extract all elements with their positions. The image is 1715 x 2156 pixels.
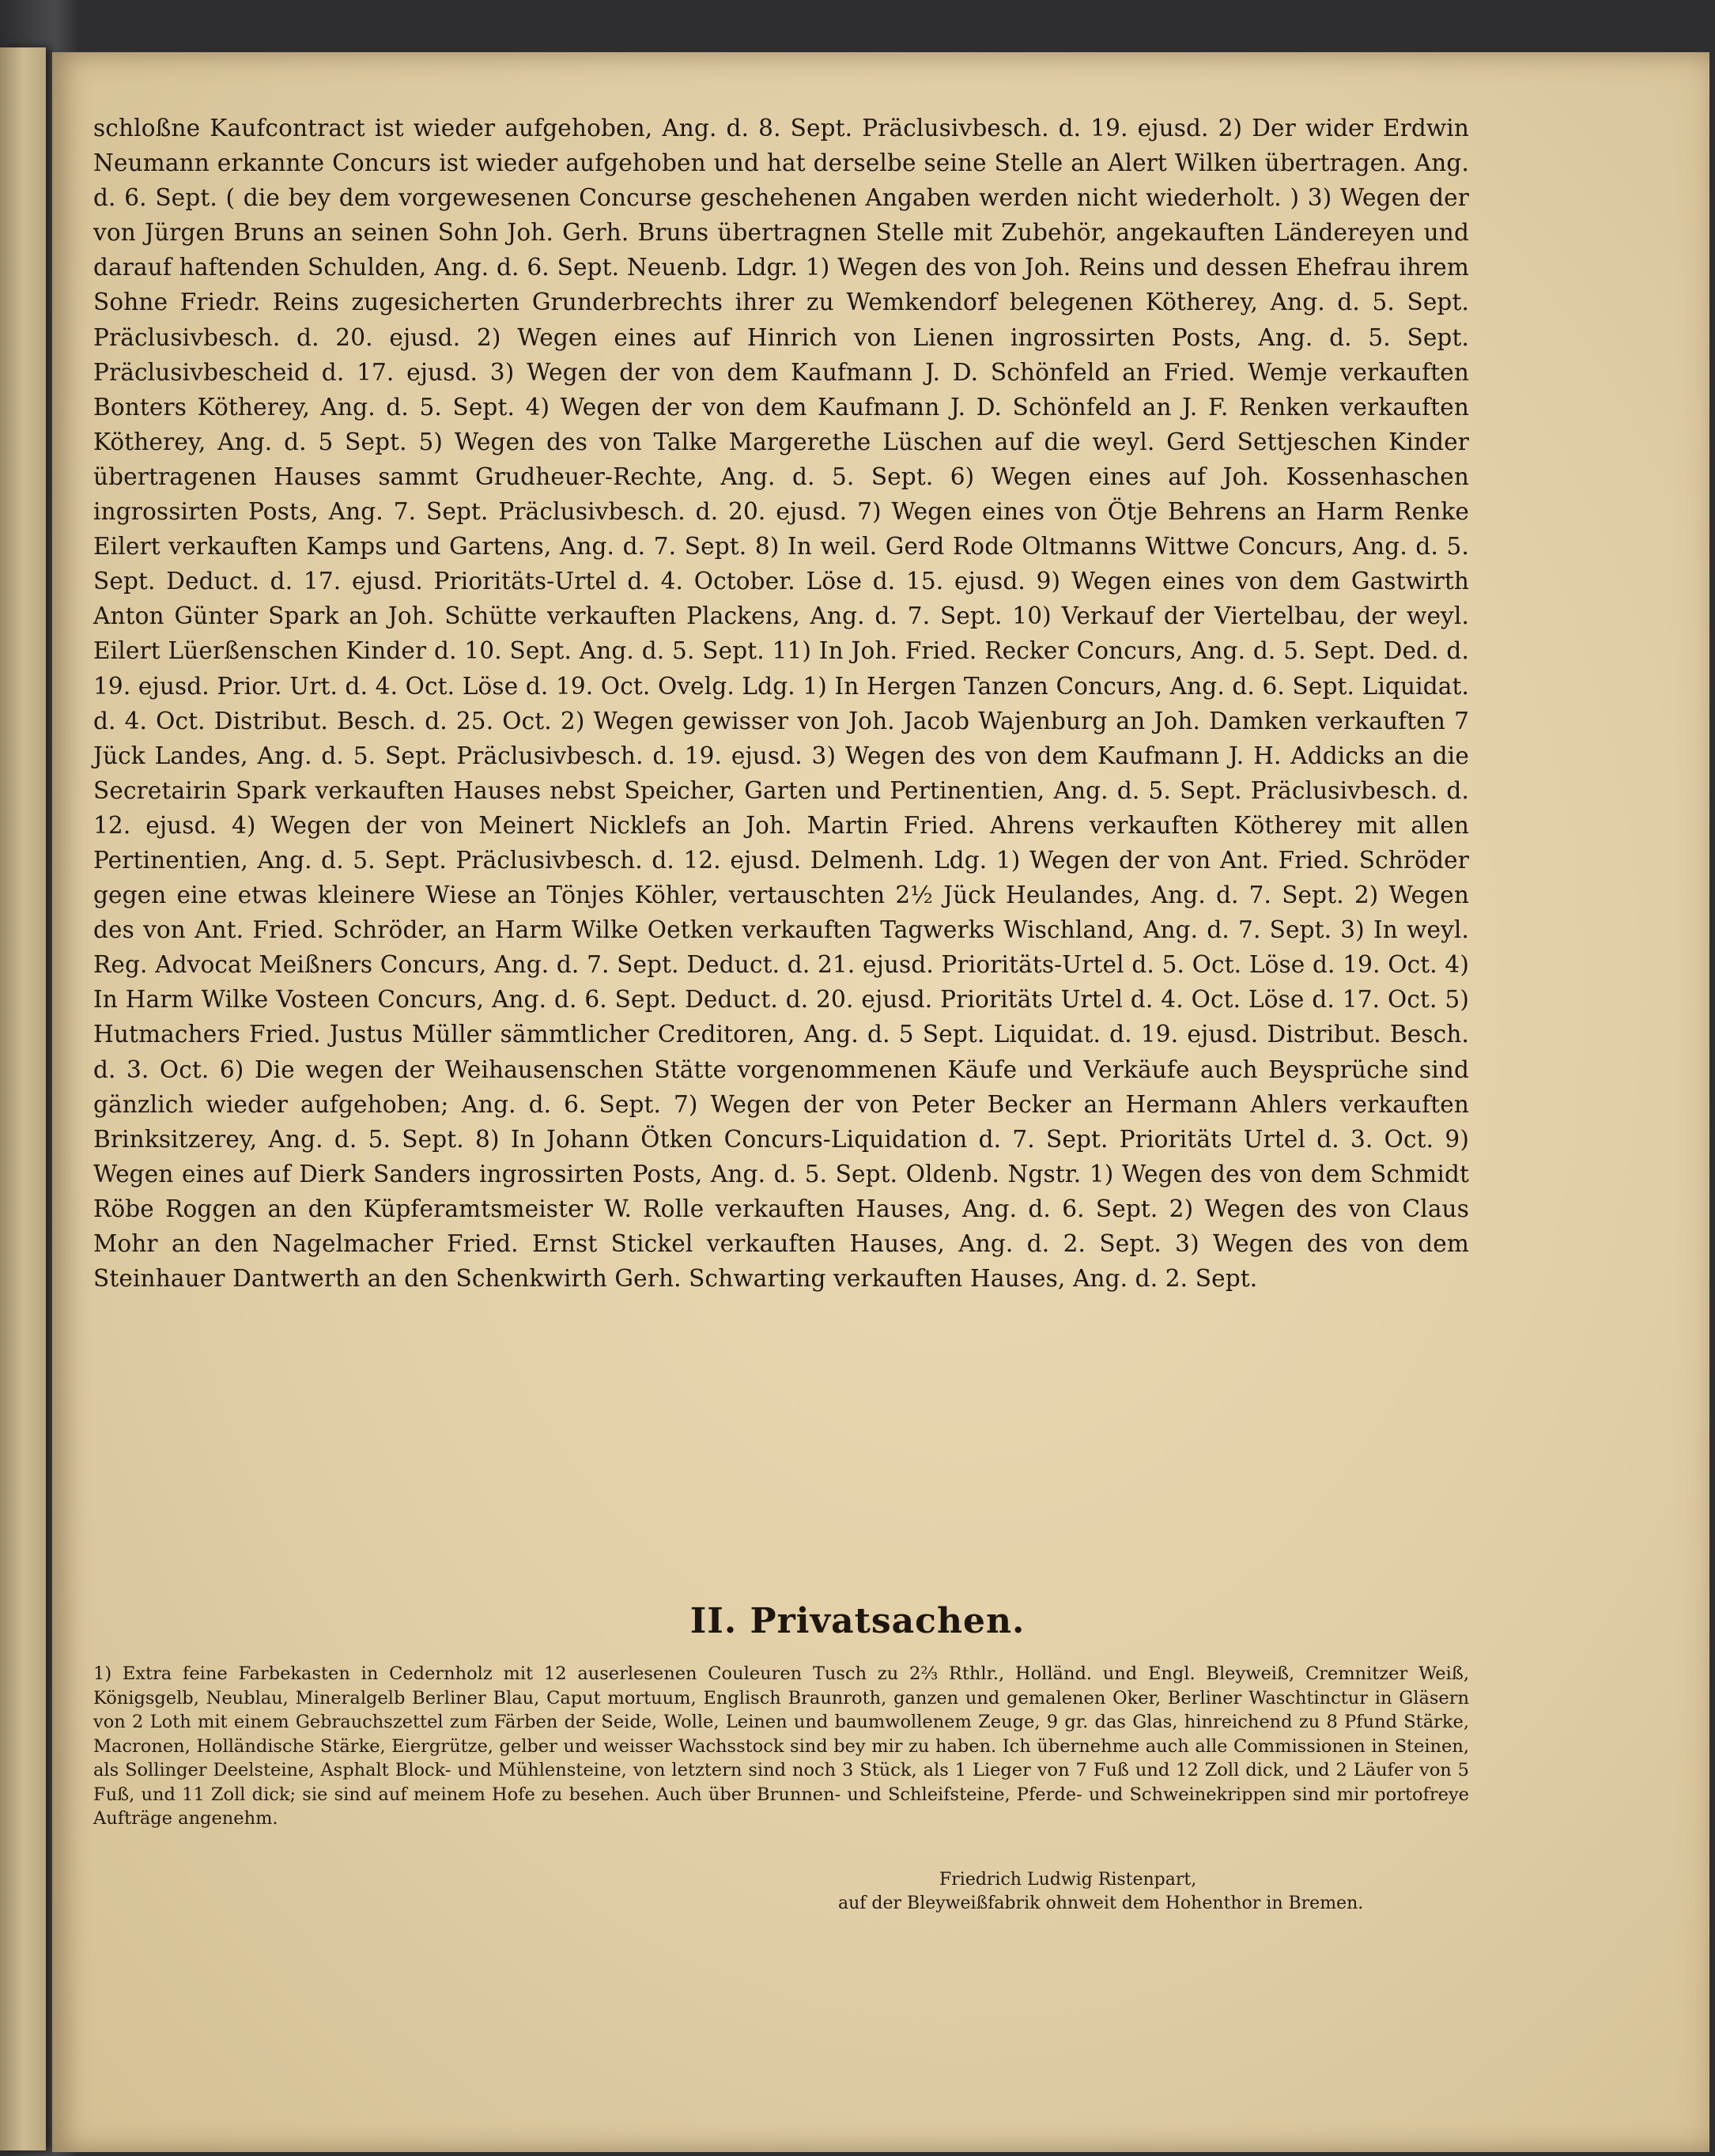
official-notices-text	[93, 111, 1469, 1296]
signature-block	[838, 1868, 1471, 1916]
private-notice	[93, 1662, 1469, 1831]
section-heading: II. Privatsachen.	[689, 1601, 1026, 1641]
signature-name: Friedrich Ludwig Ristenpart,	[939, 1870, 1197, 1890]
private-notice-paragraph: 1) Extra feine Farbekasten in Cedernholz mit 12 auserlesenen Couleuren Tusch zu 2⅔ Rthlr., Holländ. und Engl. Bleyweiß, Cremnitzer Weiß, Königsgelb, Neublau, Mineralgelb Berliner Blau, Caput mortuum, Englisch Braunroth, ganzen und gemalenen Oker, Berliner Waschtinctur in Gläsern von 2 Loth mit einem Gebrauchszettel zum Färben der Seide, Wolle, Leinen und baumwollenem Zeuge, 9 gr. das Glas, hinreichend zu 8 Pfund Stärke, Macronen, Holländische Stärke, Eiergrütze, gelber und weisser Wachsstock sind bey mir zu haben. Ich übernehme auch alle Commissionen in Steinen, als Sollinger Deelsteine, Asphalt Block- und Mühlensteine, von letztern sind noch 3 Stück, als 1 Lieger von 7 Fuß und 12 Zoll dick, und 2 Läufer von 5 Fuß, und 11 Zoll dick; sie sind auf meinem Hofe zu besehen. Auch über Brunnen- und Schleifsteine, Pferde- und Schweinekrippen sind mir portofreye Aufträge angenehm.	[93, 1663, 1469, 1829]
facing-page-edge	[0, 47, 46, 2150]
notices-paragraph: schloßne Kaufcontract ist wieder aufgehoben, Ang. d. 8. Sept. Präclusivbesch. d. 19. ejusd. 2) Der wider Erdwin Neumann erkannte Concurs ist wieder aufgehoben und hat derselbe seine Stelle an Alert Wilken übertragen. Ang. d. 6. Sept. ( die bey dem vorgewesenen Concurse geschehenen Angaben werden nicht wiederholt. ) 3) Wegen der von Jürgen Bruns an seinen Sohn Joh. Gerh. Bruns übertragnen Stelle mit Zubehör, angekauften Ländereyen und darauf haftenden Schulden, Ang. d. 6. Sept. Neuenb. Ldgr. 1) Wegen des von Joh. Reins und dessen Ehefrau ihrem Sohne Friedr. Reins zugesicherten Grunderbrechts ihrer zu Wemkendorf belegenen Kötherey, Ang. d. 5. Sept. Präclusivbesch. d. 20. ejusd. 2) Wegen eines auf Hinrich von Lienen ingrossirten Posts, Ang. d. 5. Sept. Präclusivbescheid d. 17. ejusd. 3) Wegen der von dem Kaufmann J. D. Schönfeld an Fried. Wemje verkauften Bonters Kötherey, Ang. d. 5. Sept. 4) Wegen der von dem Kaufmann J. D. Schönfeld an J. F. Renken verkauften Kötherey, Ang. d. 5 Sept. 5) Wegen des von Talke Margerethe Lüschen auf die weyl. Gerd Settjeschen Kinder übertragenen Hauses sammt Grudheuer-Rechte, Ang. d. 5. Sept. 6) Wegen eines auf Joh. Kossenhaschen ingrossirten Posts, Ang. 7. Sept. Präclusivbesch. d. 20. ejusd. 7) Wegen eines von Ötje Behrens an Harm Renke Eilert verkauften Kamps und Gartens, Ang. d. 7. Sept. 8) In weil. Gerd Rode Oltmanns Wittwe Concurs, Ang. d. 5. Sept. Deduct. d. 17. ejusd. Prioritäts-Urtel d. 4. October. Löse d. 15. ejusd. 9) Wegen eines von dem Gastwirth Anton Günter Spark an Joh. Schütte verkauften Plackens, Ang. d. 7. Sept. 10) Verkauf der Viertelbau, der weyl. Eilert Lüerßenschen Kinder d. 10. Sept. Ang. d. 5. Sept. 11) In Joh. Fried. Recker Concurs, Ang. d. 5. Sept. Ded. d. 19. ejusd. Prior. Urt. d. 4. Oct. Löse d. 19. Oct. Ovelg. Ldg. 1) In Hergen Tanzen Concurs, Ang. d. 6. Sept. Liquidat. d. 4. Oct. Distribut. Besch. d. 25. Oct. 2) Wegen gewisser von Joh. Jacob Wajenburg an Joh. Damken verkauften 7 Jück Landes, Ang. d. 5. Sept. Präclusivbesch. d. 19. ejusd. 3) Wegen des von dem Kaufmann J. H. Addicks an die Secretairin Spark verkauften Hauses nebst Speicher, Garten und Pertinentien, Ang. d. 5. Sept. Präclusivbesch. d. 12. ejusd. 4) Wegen der von Meinert Nicklefs an Joh. Martin Fried. Ahrens verkauften Kötherey mit allen Pertinentien, Ang. d. 5. Sept. Präclusivbesch. d. 12. ejusd. Delmenh. Ldg. 1) Wegen der von Ant. Fried. Schröder gegen eine etwas kleinere Wiese an Tönjes Köhler, vertauschten 2½ Jück Heulandes, Ang. d. 7. Sept. 2) Wegen des von Ant. Fried. Schröder, an Harm Wilke Oetken verkauften Tagwerks Wischland, Ang. d. 7. Sept. 3) In weyl. Reg. Advocat Meißners Concurs, Ang. d. 7. Sept. Deduct. d. 21. ejusd. Prioritäts-Urtel d. 5. Oct. Löse d. 19. Oct. 4) In Harm Wilke Vosteen Concurs, Ang. d. 6. Sept. Deduct. d. 20. ejusd. Prioritäts Urtel d. 4. Oct. Löse d. 17. Oct. 5) Hutmachers Fried. Justus Müller sämmtlicher Creditoren, Ang. d. 5 Sept. Liquidat. d. 19. ejusd. Distribut. Besch. d. 3. Oct. 6) Die wegen der Weihausenschen Stätte vorgenommenen Käufe und Verkäufe auch Beysprüche sind gänzlich wieder aufgehoben; Ang. d. 6. Sept. 7) Wegen der von Peter Becker an Hermann Ahlers verkauften Brinksitzerey, Ang. d. 5. Sept. 8) In Johann Ötken Concurs-Liquidation d. 7. Sept. Prioritäts Urtel d. 3. Oct. 9) Wegen eines auf Dierk Sanders ingrossirten Posts, Ang. d. 5. Sept. Oldenb. Ngstr. 1) Wegen des von dem Schmidt Röbe Roggen an den Küpferamtsmeister W. Rolle verkauften Hauses, Ang. d. 6. Sept. 2) Wegen des von Claus Mohr an den Nagelmacher Fried. Ernst Stickel verkauften Hauses, Ang. d. 2. Sept. 3) Wegen des von dem Steinhauer Dantwerth an den Schenkwirth Gerh. Schwarting verkauften Hauses, Ang. d. 2. Sept.	[93, 115, 1469, 1293]
signature-address: auf der Bleyweißfabrik ohnweit dem Hohenthor in Bremen.	[838, 1894, 1364, 1913]
